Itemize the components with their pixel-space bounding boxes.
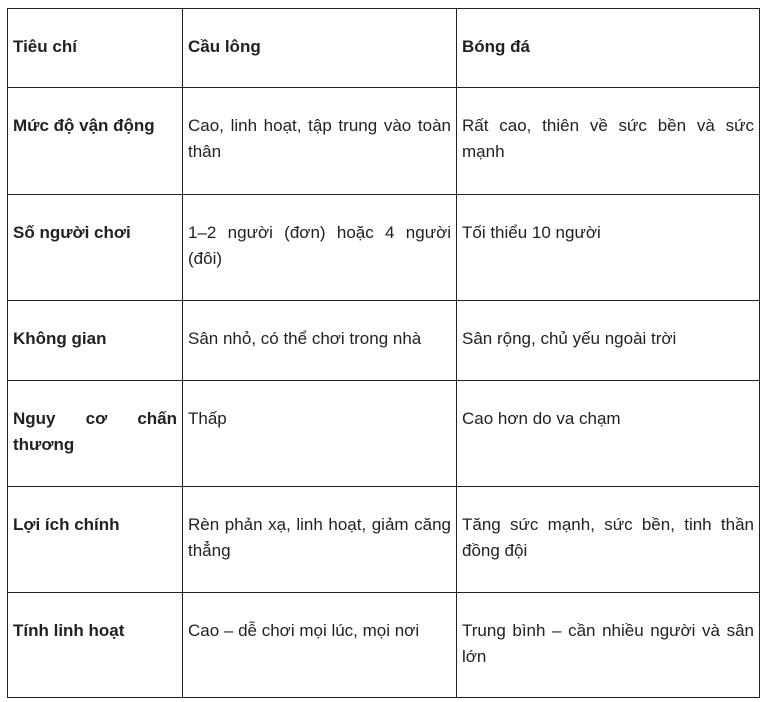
badminton-cell: Thấp bbox=[183, 381, 457, 487]
football-cell: Tối thiểu 10 người bbox=[457, 195, 760, 301]
badminton-cell: Sân nhỏ, có thể chơi trong nhà bbox=[183, 301, 457, 381]
header-criterion: Tiêu chí bbox=[8, 9, 183, 88]
header-badminton: Cầu lông bbox=[183, 9, 457, 88]
football-cell: Trung bình – cần nhiều người và sân lớn bbox=[457, 593, 760, 698]
criterion-cell: Nguy cơ chấn thương bbox=[8, 381, 183, 487]
header-football: Bóng đá bbox=[457, 9, 760, 88]
badminton-cell: Cao – dễ chơi mọi lúc, mọi nơi bbox=[183, 593, 457, 698]
criterion-cell: Tính linh hoạt bbox=[8, 593, 183, 698]
football-cell: Rất cao, thiên về sức bền và sức mạnh bbox=[457, 88, 760, 195]
table-row bbox=[8, 88, 760, 195]
badminton-cell: Cao, linh hoạt, tập trung vào toàn thân bbox=[183, 88, 457, 195]
comparison-table bbox=[7, 8, 760, 698]
table-row bbox=[8, 381, 760, 487]
criterion-cell: Không gian bbox=[8, 301, 183, 381]
football-cell: Tăng sức mạnh, sức bền, tinh thần đồng đội bbox=[457, 487, 760, 593]
football-cell: Cao hơn do va chạm bbox=[457, 381, 760, 487]
table-row bbox=[8, 487, 760, 593]
football-cell: Sân rộng, chủ yếu ngoài trời bbox=[457, 301, 760, 381]
table-row bbox=[8, 195, 760, 301]
table-row bbox=[8, 593, 760, 698]
table-row bbox=[8, 301, 760, 381]
badminton-cell: Rèn phản xạ, linh hoạt, giảm căng thẳng bbox=[183, 487, 457, 593]
criterion-cell: Mức độ vận động bbox=[8, 88, 183, 195]
criterion-cell: Số người chơi bbox=[8, 195, 183, 301]
table-header-row bbox=[8, 9, 760, 88]
criterion-cell: Lợi ích chính bbox=[8, 487, 183, 593]
badminton-cell: 1–2 người (đơn) hoặc 4 người (đôi) bbox=[183, 195, 457, 301]
